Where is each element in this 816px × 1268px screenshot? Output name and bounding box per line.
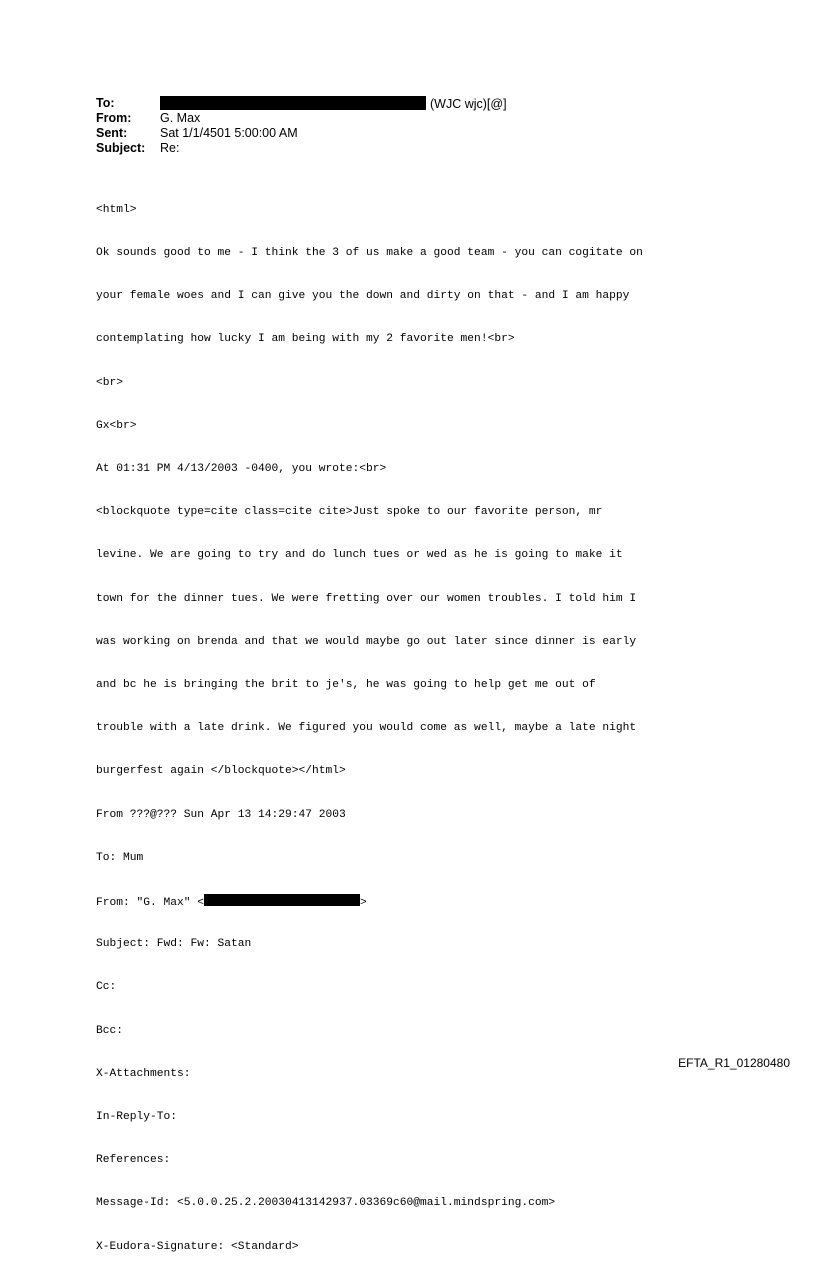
subject-value: Re: [160,141,180,155]
to-value-suffix: (WJC wjc)[@] [430,97,507,111]
body-line: Cc: [96,981,117,994]
body-line: levine. We are going to try and do lunch tues or wed as he is going to make it [96,549,623,562]
body-line: Gx<br> [96,419,137,432]
body-line: References: [96,1154,171,1167]
body-line: Subject: Fwd: Fw: Satan [96,938,252,951]
body-line: trouble with a late drink. We figured you would come as well, maybe a late night [96,722,637,735]
body-line: town for the dinner tues. We were fretting over our women troubles. I told him I [96,592,637,605]
body-line: Bcc: [96,1024,124,1037]
subject-label: Subject: [96,141,146,155]
from-line-suffix: > [360,897,367,910]
body-line: <blockquote type=cite class=cite cite>Just spoke to our favorite person, mr [96,506,603,519]
sent-value: Sat 1/1/4501 5:00:00 AM [160,126,298,140]
body-line: From ???@??? Sun Apr 13 14:29:47 2003 [96,808,346,821]
body-from-line [96,894,643,908]
redaction-bar [204,894,360,906]
body-line: Ok sounds good to me - I think the 3 of us make a good team - you can cogitate on [96,247,643,260]
redaction-bar [160,96,426,110]
from-line-prefix: From: "G. Max" < [96,897,205,910]
body-line: contemplating how lucky I am being with my 2 favorite men!<br> [96,333,515,346]
document-id: EFTA_R1_01280480 [678,1056,790,1070]
body-line: In-Reply-To: [96,1111,178,1124]
body-line: At 01:31 PM 4/13/2003 -0400, you wrote:<br> [96,463,387,476]
body-line: X-Attachments: [96,1067,191,1080]
sent-label: Sent: [96,126,128,140]
body-line: your female woes and I can give you the down and dirty on that - and I am happy [96,290,630,303]
to-label: To: [96,96,115,110]
body-line: <html> [96,203,137,216]
from-label: From: [96,111,132,125]
body-line: was working on brenda and that we would maybe go out later since dinner is early [96,635,637,648]
body-line: and bc he is bringing the brit to je's, he was going to help get me out of [96,679,596,692]
email-body [96,174,643,1268]
body-line: To: Mum [96,851,144,864]
body-line: <br> [96,376,124,389]
body-line: X-Eudora-Signature: <Standard> [96,1240,299,1253]
body-line: burgerfest again </blockquote></html> [96,765,346,778]
from-value: G. Max [160,111,201,125]
body-line: Message-Id: <5.0.0.25.2.20030413142937.03369c60@mail.mindspring.com> [96,1197,556,1210]
to-value [160,96,507,112]
